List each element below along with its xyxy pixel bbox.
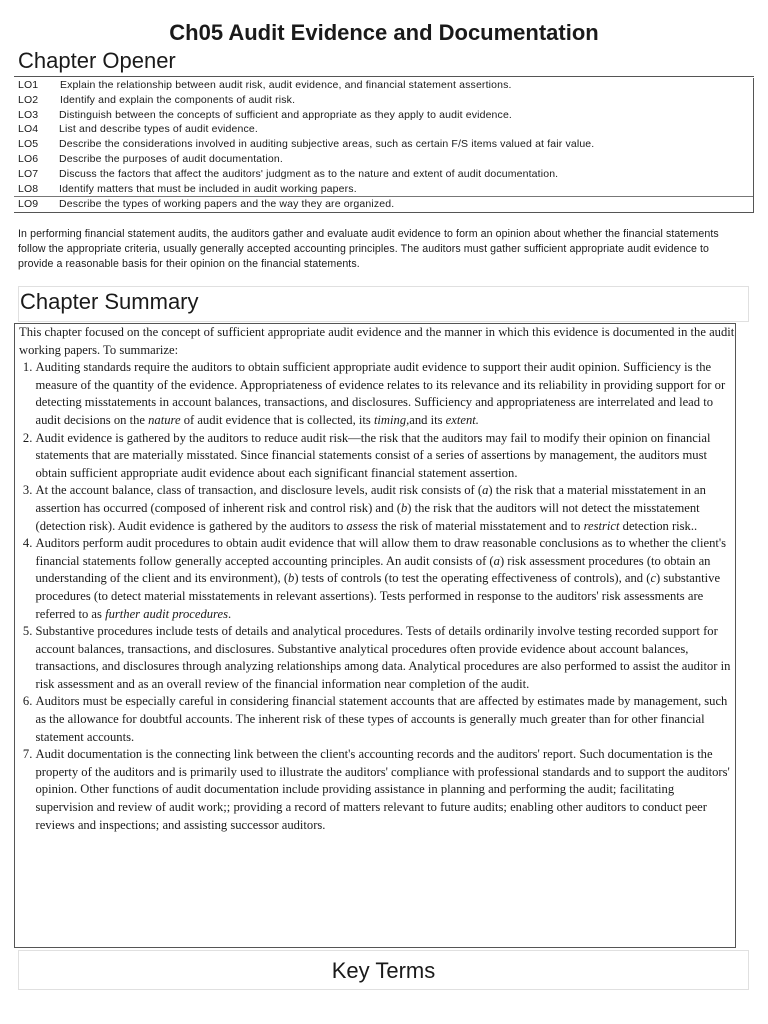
summary-emphasis: a [482,483,489,498]
summary-emphasis: b [288,571,295,586]
chapter-summary-body [14,323,736,948]
summary-item [36,623,736,693]
lo-row [14,167,753,182]
summary-text: of audit evidence that is collected, its [180,412,374,427]
summary-text: Substantive procedures include tests of details and analytical procedures. Tests of details ordinarily involve testing recorded support for account balances, transactions, and disclosures. Substantive analytical procedures often provide evidence about account balances, transactions, and disclosures through analyzing relationships among data. Analytical procedures are also performed to assist the auditor in risk assessment and as an overall review of the financial information near completion of the audit. [35,624,731,691]
key-terms-heading-text: Key Terms [331,958,436,983]
summary-text: ) the risk that a material misstatement in an assertion has occurred (composed of inherent risk and control risk) and ( [35,483,706,515]
summary-text: Auditors perform audit procedures to obtain audit evidence that will allow them to draw reasonable conclusions as to whether the client's financial statements follow generally accepted accounting principles. An audit consists of ( [35,536,727,568]
lo-text: Distinguish between the concepts of sufficient and appropriate as they apply to audit evidence. [59,108,513,121]
summary-emphasis: c [650,571,657,586]
summary-item [36,482,736,535]
chapter-summary-heading [18,286,749,322]
lo-code: LO8 [18,182,39,195]
summary-emphasis: nature [148,412,181,427]
summary-text: Audit evidence is gathered by the auditors to reduce audit risk—the risk that the auditors may fail to modify their opinion on financial statements that are materially misstated. Since financial statements consist of a series of assertions by management, the auditors must obtain sufficient appropriate audit evidence about each significant financial statement assertion. [35,430,711,480]
lo-text: Describe the purposes of audit documentation. [59,152,283,165]
summary-item [36,693,736,746]
lo-row [14,93,753,108]
summary-emphasis: a [493,553,500,568]
lo-code: LO5 [18,138,39,151]
summary-item [36,746,736,834]
summary-text: the risk of material misstatement and to [377,518,584,533]
summary-list [19,359,735,834]
chapter-summary-heading-text: Chapter Summary [20,289,199,314]
summary-text: ) tests of controls (to test the operating effectiveness of controls), and ( [294,571,651,586]
summary-emphasis: further audit procedures [105,606,228,621]
summary-text: Auditors must be especially careful in considering financial statement accounts that are affected by estimates made by management, such as the allowance for doubtful accounts. The inherent risk of these types of accounts is generally much greater than for other financial statement accounts. [35,694,728,744]
lo-row [14,137,753,152]
summary-emphasis: assess [346,518,378,533]
lo-row [14,152,753,167]
summary-text: . [227,606,232,621]
learning-objectives-table [14,78,754,213]
summary-lead: This chapter focused on the concept of sufficient appropriate audit evidence and the manner in which this evidence is documented in the audit working papers. To summarize: [19,325,735,357]
summary-text: detection risk.. [619,518,698,533]
lo-row [14,182,753,197]
lo-code: LO2 [18,93,39,106]
summary-emphasis: timing, [373,412,410,427]
lo-code: LO1 [18,79,39,91]
chapter-opener-heading: Chapter Opener [18,48,176,73]
summary-text: Audit documentation is the connecting link between the client's accounting records and the auditors' report. Such documentation is the property of the auditors and is primarily used to illustrate the auditors' compliance with professional standards and to support the auditors' opinion. Other functions of audit documentation include providing assistance in planning and performing the audit; facilitating supervision and review of audit work;; providing a record of matters relevant to future audits; enabling other auditors to conduct peer reviews and inspections; and assisting successor auditors. [35,747,730,832]
lo-text: Identify and explain the components of audit risk. [60,93,296,106]
summary-text: ) the risk that the auditors will not detect the misstatement (detection risk). Audit evidence is gathered by the auditors to [35,500,700,533]
lo-text: Describe the types of working papers and the way they are organized. [59,198,395,211]
heading-divider [14,76,754,77]
summary-emphasis: extent. [445,412,479,427]
lo-row [14,108,753,123]
lo-row [14,122,753,137]
summary-text: At the account balance, class of transaction, and disclosure levels, audit risk consists of ( [35,483,483,498]
lo-text: Identify matters that must be included in audit working papers. [59,182,357,195]
lo-code: LO7 [18,167,39,180]
lo-text: Explain the relationship between audit risk, audit evidence, and financial statement assertions. [60,79,512,91]
lo-row [14,196,753,212]
document-title: Ch05 Audit Evidence and Documentation [169,20,599,45]
key-terms-heading [18,950,749,990]
summary-text: ) risk assessment procedures (to obtain an understanding of the client and its environment), ( [35,553,711,586]
intro-paragraph: In performing financial statement audits, the auditors gather and evaluate audit evidence to form an opinion about whether the financial statements follow the appropriate criteria, usually generally accepted accounting principles. The auditors must gather sufficient appropriate audit evidence to provide a reasonable basis for their opinion on the financial statements. [18,228,719,271]
lo-code: LO4 [18,123,39,136]
lo-row [14,78,753,93]
summary-item [36,535,736,623]
lo-text: Discuss the factors that affect the auditors' judgment as to the nature and extent of audit documentation. [59,167,559,180]
lo-code: LO3 [18,108,39,121]
lo-text: List and describe types of audit evidence. [59,123,258,136]
summary-text: Auditing standards require the auditors to obtain sufficient appropriate audit evidence to support their audit opinion. Sufficiency is the measure of the quantity of the evidence. Appropriateness of evidence relates to its relevance and its reliability in providing support for or detecting misstatements in account balances, transactions, and disclosures. Sufficiency and appropriateness are interrelated and lead to audit decisions on the [35,360,726,427]
lo-code: LO6 [18,152,39,165]
summary-text: and its [409,412,446,427]
lo-code: LO9 [18,198,39,211]
summary-item [36,359,736,429]
summary-emphasis: restrict [583,518,620,533]
summary-text: ) substantive procedures (to detect material misstatements in relevant assertions). Tests performed in response to the auditors' risk assessments are referred to as [35,571,721,621]
summary-item [36,430,736,483]
summary-emphasis: b [400,500,408,515]
lo-text: Describe the considerations involved in auditing subjective areas, such as certain F/S items valued at fair value. [59,138,595,151]
